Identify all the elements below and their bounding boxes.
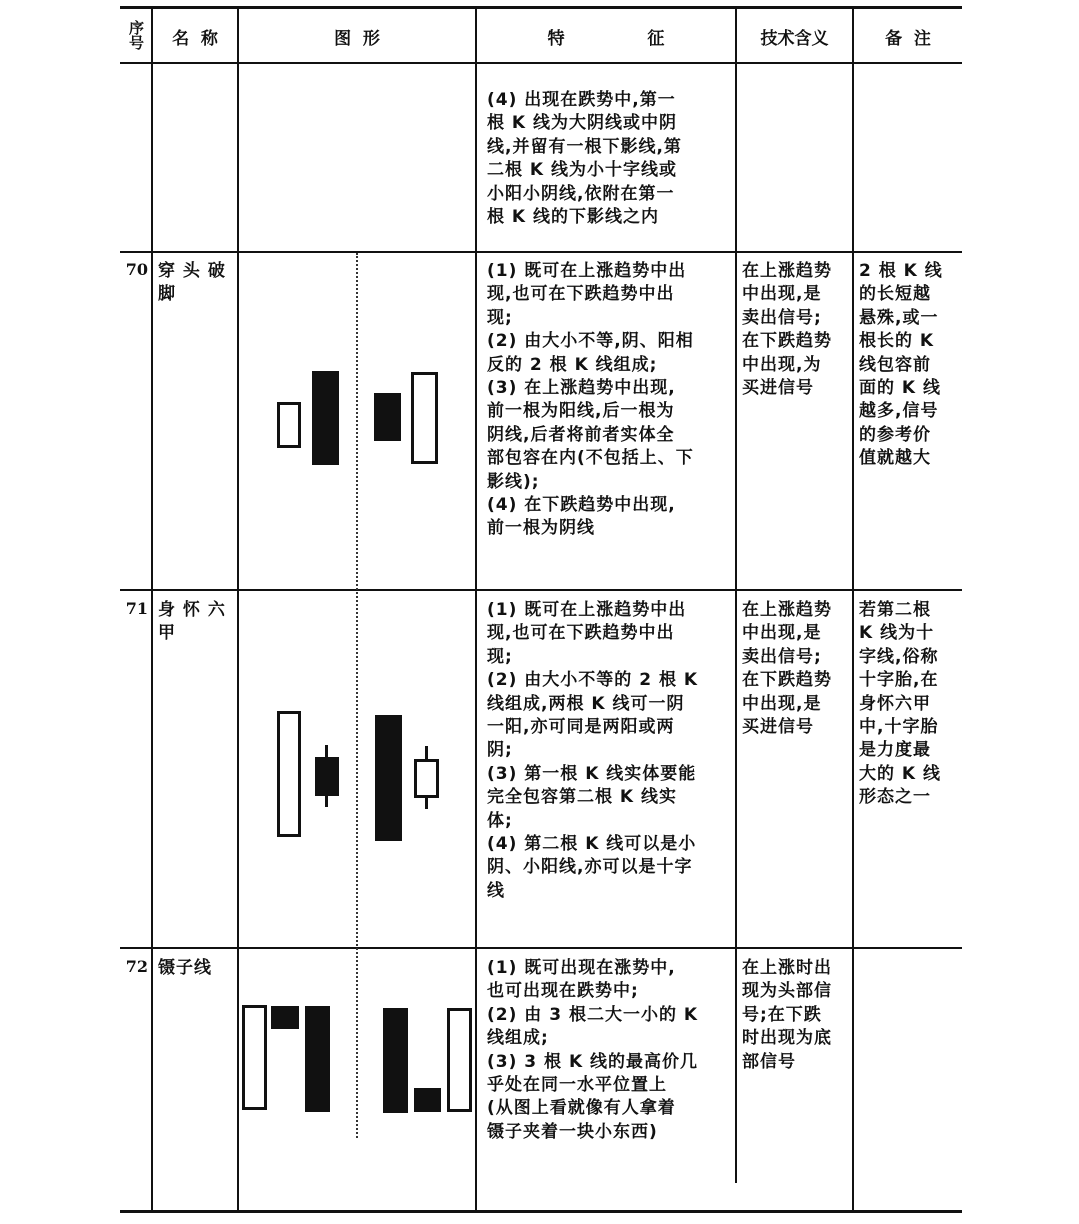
header-meaning bbox=[737, 8, 852, 64]
header-seq-label: 序号 bbox=[128, 19, 144, 52]
text-line: K 线为十 bbox=[859, 623, 935, 644]
candle-yin-large bbox=[375, 715, 402, 841]
header-meaning-label: 技术含义 bbox=[760, 28, 829, 49]
row-71-seq: 71 bbox=[125, 599, 148, 618]
row-70-name bbox=[158, 260, 236, 307]
text-line: 甲 bbox=[158, 623, 176, 644]
text-line: (2) 由大小不等,阴、阳相 bbox=[487, 331, 694, 352]
text-line: (1) 既可在上涨趋势中出 bbox=[487, 261, 687, 281]
row-divider-70 bbox=[120, 251, 962, 253]
text-line: 完全包容第二根 K 线实 bbox=[487, 787, 678, 808]
text-line: 大的 K 线 bbox=[859, 763, 942, 784]
candle-yin-large bbox=[312, 371, 339, 465]
text-line: 悬殊,或一 bbox=[859, 307, 939, 328]
text-line: 身 怀 六 bbox=[158, 600, 226, 620]
text-line: 越多,信号 bbox=[859, 401, 939, 422]
header-notes-label: 备 注 bbox=[885, 28, 931, 49]
text-line: 卖出信号; bbox=[742, 646, 822, 667]
text-line: 根 K 线的下影线之内 bbox=[487, 207, 660, 228]
figure-dotted-divider bbox=[356, 253, 358, 1138]
text-line: 也可出现在跌势中; bbox=[487, 981, 639, 1002]
candle-yang-large bbox=[277, 711, 301, 837]
text-line: 中出现,是 bbox=[742, 623, 822, 644]
text-line: 在上涨时出 bbox=[742, 958, 832, 978]
text-line: 穿 头 破 bbox=[158, 261, 226, 281]
candle-yin-large bbox=[383, 1008, 408, 1113]
header-seq bbox=[122, 8, 151, 64]
text-line: 在上涨趋势 bbox=[742, 261, 832, 281]
text-line: 根 K 线为大阴线或中阴 bbox=[487, 113, 678, 134]
text-line: 部信号 bbox=[742, 1051, 796, 1072]
text-line: 的长短越 bbox=[859, 284, 931, 305]
text-line: (2) 由 3 根二大一小的 K bbox=[487, 1004, 699, 1025]
text-line: 中出现,是 bbox=[742, 693, 822, 714]
text-line: 线组成,两根 K 线可一阴 bbox=[487, 693, 685, 714]
text-line: 在上涨趋势 bbox=[742, 600, 832, 620]
text-line: 线 bbox=[487, 880, 505, 901]
text-line: (2) 由大小不等的 2 根 K bbox=[487, 670, 699, 691]
text-line: 面的 K 线 bbox=[859, 378, 942, 399]
row-70-meaning bbox=[742, 260, 852, 400]
text-line: 影线); bbox=[487, 471, 540, 492]
header-name-label: 名 称 bbox=[172, 28, 218, 49]
text-line: 阴、小阳线,亦可以是十字 bbox=[487, 857, 693, 878]
text-line: 中出现,为 bbox=[742, 354, 822, 375]
candle-yang-large bbox=[242, 1005, 267, 1110]
row-divider-72 bbox=[120, 947, 962, 949]
text-line: 阴线,后者将前者实体全 bbox=[487, 424, 675, 445]
col-divider-figure bbox=[475, 8, 477, 1211]
text-line: 一阳,亦可同是两阳或两 bbox=[487, 717, 675, 738]
row-continuation-features bbox=[487, 89, 732, 229]
row-71-features bbox=[487, 599, 732, 903]
header-figure-label: 图 形 bbox=[334, 28, 380, 49]
table-bottom-rule bbox=[120, 1210, 962, 1213]
text-line: 脚 bbox=[158, 284, 176, 305]
candle-yin-small-top bbox=[271, 1006, 299, 1029]
text-line: 中,十字胎 bbox=[859, 717, 939, 738]
text-line: 二根 K 线为小十字线或 bbox=[487, 160, 678, 181]
text-line: 是力度最 bbox=[859, 740, 931, 761]
text-line: (3) 3 根 K 线的最高价几 bbox=[487, 1051, 699, 1072]
text-line: 买进信号 bbox=[742, 717, 814, 738]
text-line: 十字胎,在 bbox=[859, 670, 939, 691]
header-notes bbox=[854, 8, 962, 64]
text-line: 现为头部信 bbox=[742, 981, 832, 1002]
text-line: 前一根为阳线,后一根为 bbox=[487, 401, 675, 422]
candle-yang-small bbox=[277, 402, 301, 448]
row-71-name bbox=[158, 599, 236, 646]
text-line: (从图上看就像有人拿着 bbox=[487, 1098, 676, 1119]
text-line: 身怀六甲 bbox=[859, 693, 931, 714]
text-line: 号;在下跌 bbox=[742, 1004, 822, 1025]
text-line: 在下跌趋势 bbox=[742, 670, 832, 691]
text-line: 镊子线 bbox=[158, 958, 212, 978]
text-line: 字线,俗称 bbox=[859, 646, 939, 667]
candle-yin-small-bottom bbox=[414, 1088, 441, 1112]
text-line: 小阳小阴线,依附在第一 bbox=[487, 183, 675, 204]
text-line: 部包容在内(不包括上、下 bbox=[487, 448, 694, 469]
text-line: 阴; bbox=[487, 740, 513, 761]
text-line: 时出现为底 bbox=[742, 1028, 832, 1049]
row-72-seq: 72 bbox=[125, 957, 148, 976]
row-72-features bbox=[487, 957, 732, 1144]
text-line: 根长的 K bbox=[859, 331, 935, 352]
candle-yang-small bbox=[414, 759, 439, 798]
text-line: 线包容前 bbox=[859, 354, 931, 375]
row-divider-71 bbox=[120, 589, 962, 591]
text-line: 2 根 K 线 bbox=[859, 261, 943, 281]
text-line: 中出现,是 bbox=[742, 284, 822, 305]
text-line: 乎处在同一水平位置上 bbox=[487, 1075, 667, 1096]
header-features bbox=[477, 8, 735, 64]
text-line: 现,也可在下跌趋势中出 bbox=[487, 284, 675, 305]
row-72-name bbox=[158, 957, 236, 980]
candle-yin-small bbox=[315, 757, 339, 796]
text-line: (1) 既可出现在涨势中, bbox=[487, 958, 676, 978]
row-70-seq: 70 bbox=[125, 260, 148, 279]
text-line: 前一根为阴线 bbox=[487, 518, 595, 539]
row-70-features bbox=[487, 260, 732, 541]
candle-yin-large bbox=[305, 1006, 330, 1112]
text-line: (3) 在上涨趋势中出现, bbox=[487, 378, 676, 399]
row-71-meaning bbox=[742, 599, 852, 739]
text-line: 现,也可在下跌趋势中出 bbox=[487, 623, 675, 644]
text-line: 现; bbox=[487, 307, 513, 328]
text-line: 线,并留有一根下影线,第 bbox=[487, 136, 682, 157]
text-line: 镊子夹着一块小东西) bbox=[487, 1121, 658, 1142]
row-71-notes bbox=[859, 599, 962, 810]
text-line: (1) 既可在上涨趋势中出 bbox=[487, 600, 687, 620]
candle-yang-large bbox=[411, 372, 438, 464]
col-divider-seq bbox=[151, 8, 153, 1211]
row-70-notes bbox=[859, 260, 962, 471]
text-line: 反的 2 根 K 线组成; bbox=[487, 354, 658, 375]
text-line: (4) 第二根 K 线可以是小 bbox=[487, 834, 697, 855]
candle-yang-large bbox=[447, 1008, 472, 1112]
text-line: 若第二根 bbox=[859, 600, 931, 620]
header-figure bbox=[239, 8, 475, 64]
text-line: 卖出信号; bbox=[742, 307, 822, 328]
text-line: (4) 出现在跌势中,第一 bbox=[487, 90, 676, 110]
text-line: 线组成; bbox=[487, 1028, 549, 1049]
candle-yin-small bbox=[374, 393, 401, 441]
text-line: (4) 在下跌趋势中出现, bbox=[487, 495, 676, 516]
row-72-meaning bbox=[742, 957, 852, 1074]
col-divider-features bbox=[735, 8, 737, 1183]
header-name bbox=[153, 8, 237, 64]
text-line: 值就越大 bbox=[859, 448, 931, 469]
text-line: 在下跌趋势 bbox=[742, 331, 832, 352]
text-line: 买进信号 bbox=[742, 378, 814, 399]
text-line: 现; bbox=[487, 646, 513, 667]
text-line: 体; bbox=[487, 810, 513, 831]
header-features-label: 特 征 bbox=[547, 28, 665, 49]
col-divider-meaning bbox=[852, 8, 854, 1211]
text-line: 形态之一 bbox=[859, 787, 931, 808]
text-line: 的参考价 bbox=[859, 424, 931, 445]
text-line: (3) 第一根 K 线实体要能 bbox=[487, 763, 697, 784]
col-divider-name bbox=[237, 8, 239, 1211]
